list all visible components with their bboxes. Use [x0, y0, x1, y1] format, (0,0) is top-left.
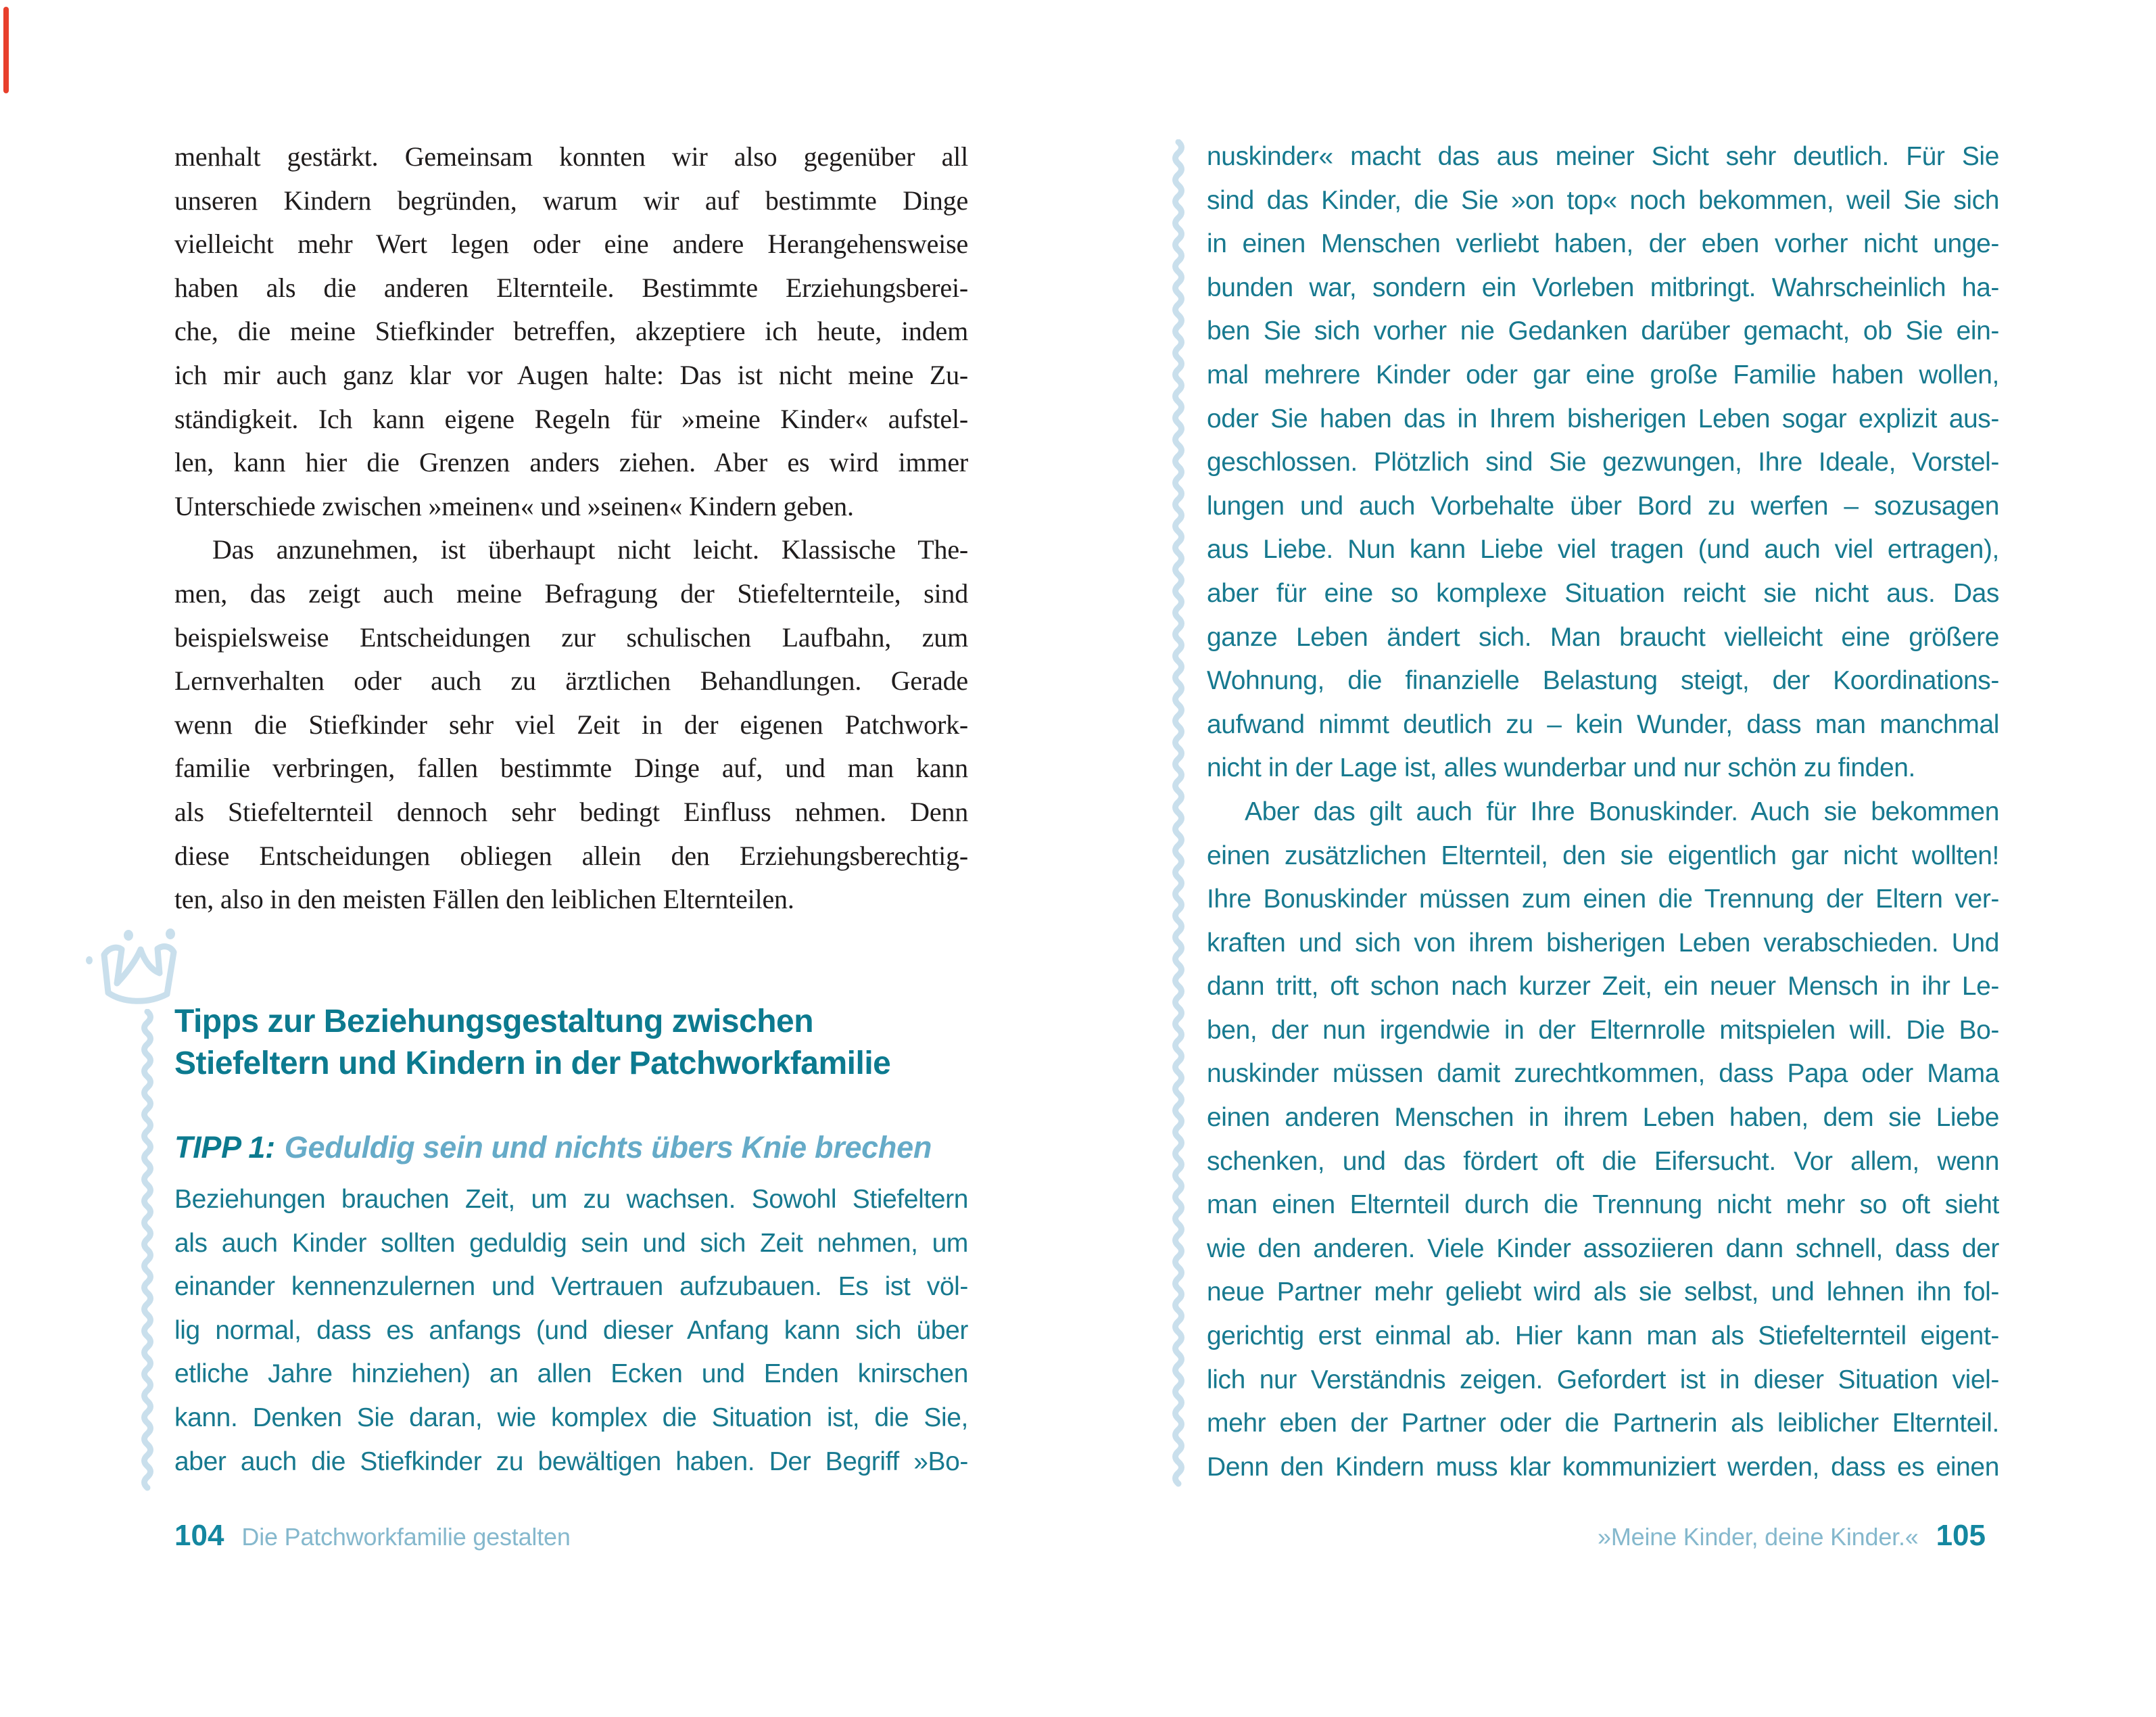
- text-line: nicht in der Lage ist, alles wunderbar und nur schön zu finden.: [1207, 753, 1915, 783]
- text-line: bunden war, sondern ein Vorleben mitbringt. Wahrscheinlich ha-: [1207, 273, 1999, 302]
- text-line: nuskinder« macht das aus meiner Sicht sehr deutlich. Für Sie: [1207, 142, 1999, 171]
- tip-1-label: TIPP 1:: [174, 1130, 275, 1165]
- right-footer-section-title: »Meine Kinder, deine Kinder.«: [1598, 1523, 1919, 1551]
- text-line: geschlossen. Plötzlich sind Sie gezwungen, Ihre Ideale, Vorstel-: [1207, 448, 1999, 477]
- text-line: wenn die Stiefkinder sehr viel Zeit in der eigenen Patchwork-: [174, 709, 968, 740]
- text-line: sind das Kinder, die Sie »on top« noch bekommen, weil Sie sich: [1207, 185, 1999, 215]
- text-line: mal mehrere Kinder oder gar eine große Familie haben wollen,: [1207, 360, 1999, 390]
- left-page-number: 104: [174, 1519, 224, 1552]
- text-line: aber auch die Stiefkinder zu bewältigen haben. Der Begriff »Bo-: [174, 1446, 968, 1476]
- text-line: Lernverhalten oder auch zu ärztlichen Behandlungen. Gerade: [174, 665, 968, 697]
- text-line: gerichtig erst einmal ab. Hier kann man als Stiefelternteil eigent-: [1207, 1321, 1999, 1351]
- text-line: lig normal, dass es anfangs (und dieser Anfang kann sich über: [174, 1315, 968, 1345]
- squiggle-line-left: [141, 1009, 153, 1496]
- text-line: kraften und sich von ihrem bisherigen Leben verabschieden. Und: [1207, 928, 1999, 958]
- text-line: menhalt gestärkt. Gemeinsam konnten wir also gegenüber all: [174, 141, 968, 172]
- left-footer-chapter-title: Die Patchworkfamilie gestalten: [241, 1523, 571, 1551]
- text-line: oder Sie haben das in Ihrem bisherigen Leben sogar explizit aus-: [1207, 404, 1999, 433]
- text-line: dann tritt, oft schon nach kurzer Zeit, ein neuer Mensch in ihr Le-: [1207, 972, 1999, 1002]
- text-line: ständigkeit. Ich kann eigene Regeln für »meine Kinder« aufstel-: [174, 403, 968, 434]
- text-line: ten, also in den meisten Fällen den leiblichen Elternteilen.: [174, 884, 794, 915]
- text-line: etliche Jahre hinziehen) an allen Ecken und Enden knirschen: [174, 1359, 968, 1389]
- text-line: als auch Kinder sollten geduldig sein und sich Zeit nehmen, um: [174, 1228, 968, 1258]
- crown-doodle-icon: [80, 925, 188, 1013]
- text-line: man einen Elternteil durch die Trennung nicht mehr so oft sieht: [1207, 1190, 1999, 1220]
- text-line: ich mir auch ganz klar vor Augen halte: Das ist nicht meine Zu-: [174, 359, 968, 390]
- squiggle-line-right: [1172, 139, 1184, 1492]
- text-line: wie den anderen. Viele Kinder assoziieren dann schnell, dass der: [1207, 1233, 1999, 1263]
- text-line: ben Sie sich vorher nie Gedanken darüber gemacht, ob Sie ein-: [1207, 316, 1999, 346]
- text-line: in einen Menschen verliebt haben, der eben vorher nicht unge-: [1207, 229, 1999, 259]
- text-line: mehr eben der Partner oder die Partnerin als leiblicher Elternteil.: [1207, 1409, 1999, 1438]
- red-edge-mark: [3, 7, 9, 93]
- text-line: men, das zeigt auch meine Befragung der Stiefelternteile, sind: [174, 578, 968, 609]
- text-line: neue Partner mehr geliebt wird als sie selbst, und lehnen ihn fol-: [1207, 1277, 1999, 1307]
- text-line: aus Liebe. Nun kann Liebe viel tragen (und auch viel ertragen),: [1207, 535, 1999, 565]
- text-line: schenken, und das fördert oft die Eifersucht. Vor allem, wenn: [1207, 1146, 1999, 1176]
- text-line: haben als die anderen Elternteile. Bestimmte Erziehungsberei-: [174, 272, 968, 303]
- section-heading: [174, 1001, 986, 1085]
- text-line: Ihre Bonuskinder müssen zum einen die Trennung der Eltern ver-: [1207, 885, 1999, 914]
- text-line: aufwand nimmt deutlich zu – kein Wunder, dass man manchmal: [1207, 709, 1999, 739]
- text-line: nuskinder müssen damit zurechtkommen, dass Papa oder Mama: [1207, 1059, 1999, 1089]
- left-page-serif-text: [174, 135, 968, 922]
- text-line: Denn den Kindern muss klar kommuniziert werden, dass es einen: [1207, 1452, 1999, 1482]
- right-page-teal-text: [1207, 135, 1999, 1489]
- text-line: lich nur Verständnis zeigen. Gefordert ist in dieser Situation viel-: [1207, 1365, 1999, 1394]
- text-line: ganze Leben ändert sich. Man braucht vielleicht eine größere: [1207, 622, 1999, 652]
- text-line: familie verbringen, fallen bestimmte Dinge auf, und man kann: [174, 753, 968, 784]
- text-line: ben, der nun irgendwie in der Elternrolle mitspielen will. Die Bo-: [1207, 1015, 1999, 1045]
- section-heading-line2: Stiefeltern und Kindern in der Patchworkfamilie: [174, 1045, 891, 1081]
- tip-1-title: Geduldig sein und nichts übers Knie brechen: [284, 1130, 932, 1165]
- text-line: beispielsweise Entscheidungen zur schulischen Laufbahn, zum: [174, 621, 968, 653]
- text-line: als Stiefelternteil dennoch sehr bedingt Einfluss nehmen. Denn: [174, 796, 968, 827]
- text-line: aber für eine so komplexe Situation reicht sie nicht aus. Das: [1207, 578, 1999, 608]
- section-heading-line1: Tipps zur Beziehungsgestaltung zwischen: [174, 1004, 814, 1039]
- text-line: lungen und auch Vorbehalte über Bord zu werfen – sozusagen: [1207, 491, 1999, 521]
- right-page-footer: [1598, 1519, 1986, 1553]
- text-line: Unterschiede zwischen »meinen« und »seinen« Kindern geben.: [174, 490, 854, 521]
- text-line: vielleicht mehr Wert legen oder eine andere Herangehensweise: [174, 229, 968, 260]
- text-line: Beziehungen brauchen Zeit, um zu wachsen. Sowohl Stiefeltern: [174, 1185, 968, 1214]
- left-page-footer: [174, 1519, 571, 1553]
- text-line: einander kennenzulernen und Vertrauen aufzubauen. Es ist völ-: [174, 1272, 968, 1302]
- text-line: Das anzunehmen, ist überhaupt nicht leicht. Klassische The-: [212, 534, 968, 565]
- tip-1-heading: [174, 1127, 986, 1169]
- text-line: Aber das gilt auch für Ihre Bonuskinder. Auch sie bekommen: [1245, 797, 1999, 826]
- text-line: che, die meine Stiefkinder betreffen, akzeptiere ich heute, indem: [174, 316, 968, 347]
- text-line: unseren Kindern begründen, warum wir auf bestimmte Dinge: [174, 185, 968, 216]
- text-line: len, kann hier die Grenzen anders ziehen. Aber es wird immer: [174, 447, 968, 478]
- text-line: einen zusätzlichen Elternteil, den sie eigentlich gar nicht wollten!: [1207, 841, 1999, 870]
- text-line: kann. Denken Sie daran, wie komplex die Situation ist, die Sie,: [174, 1403, 968, 1432]
- text-line: Wohnung, die finanzielle Belastung steigt, der Koordinations-: [1207, 666, 1999, 696]
- right-page-number: 105: [1936, 1519, 1986, 1552]
- text-line: einen anderen Menschen in ihrem Leben haben, dem sie Liebe: [1207, 1103, 1999, 1133]
- left-page-teal-text: [174, 1178, 968, 1484]
- text-line: diese Entscheidungen obliegen allein den Erziehungsberechtig-: [174, 840, 968, 871]
